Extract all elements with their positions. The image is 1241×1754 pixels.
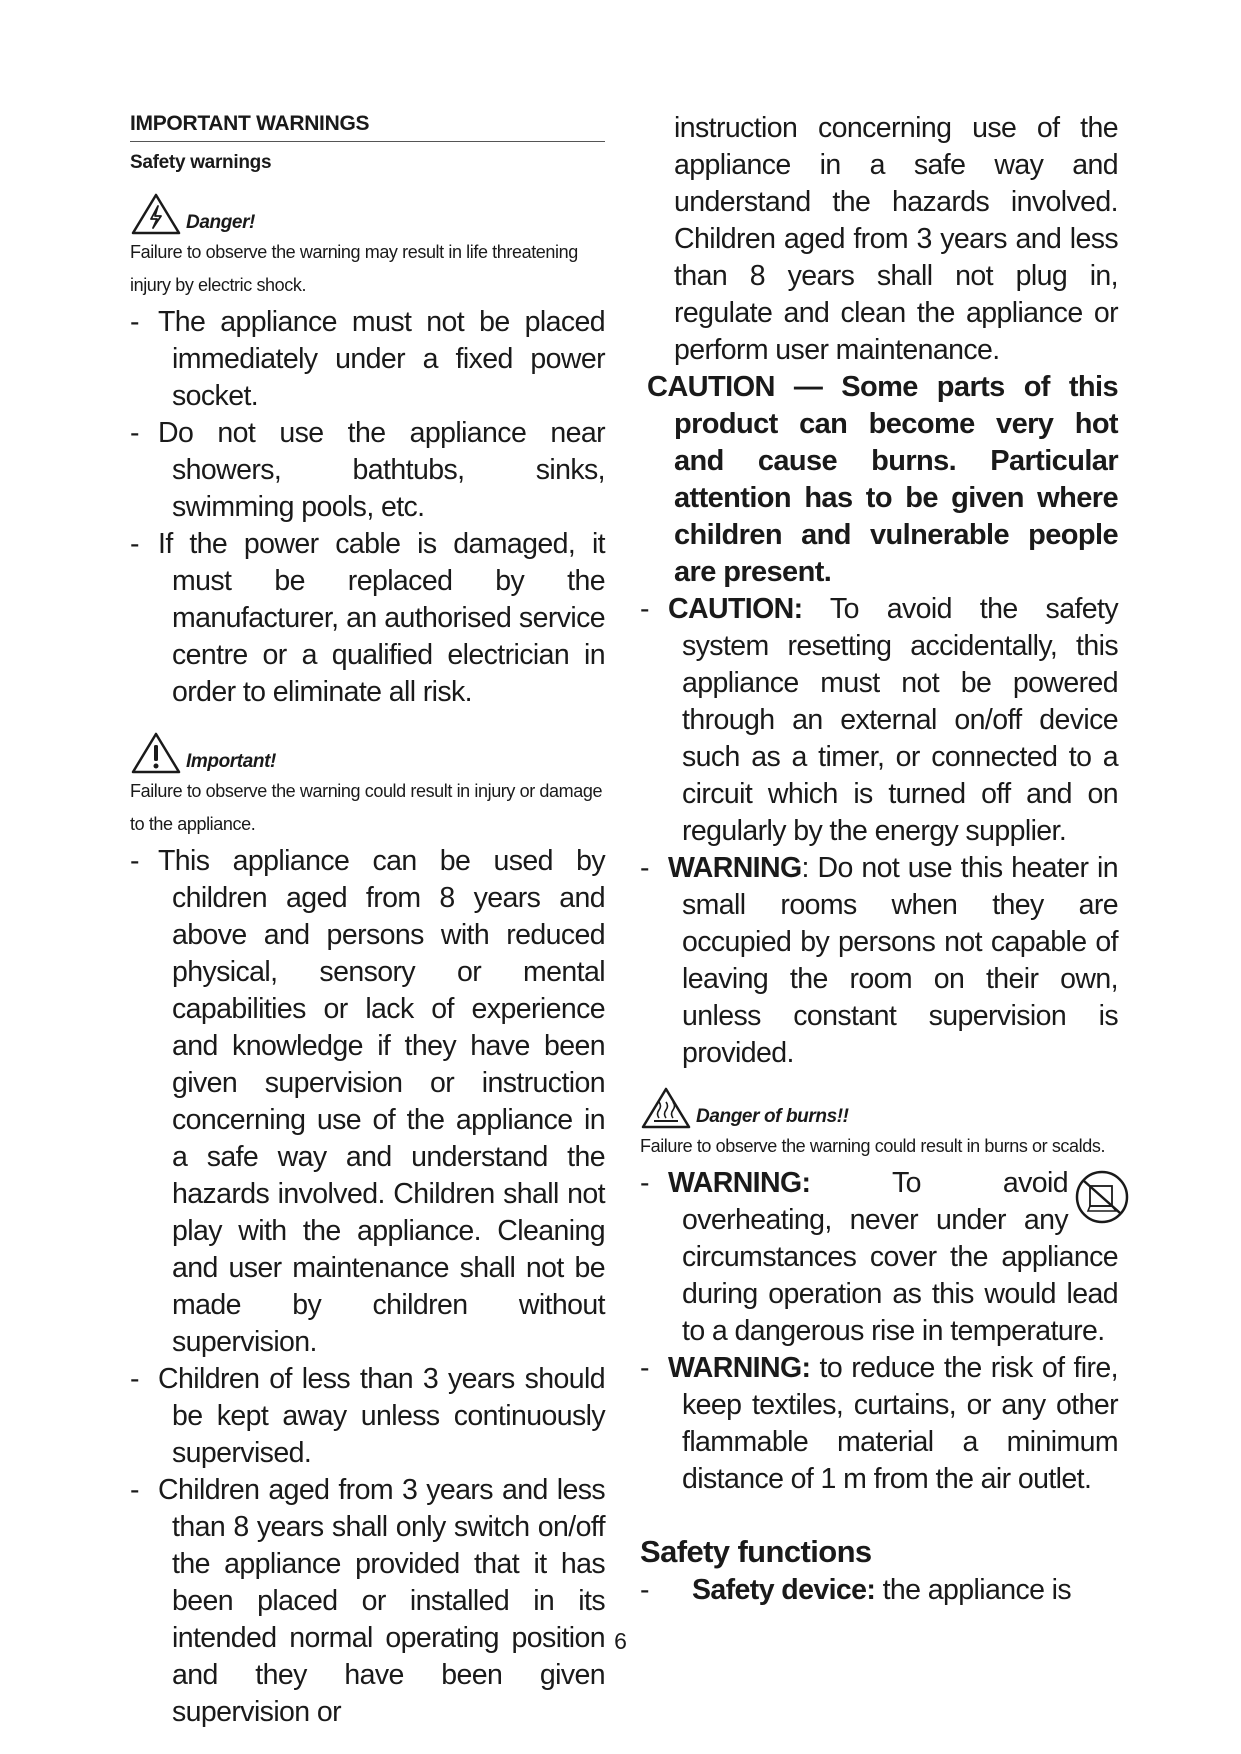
danger-label: Danger! — [186, 212, 255, 233]
burns-heading — [640, 1086, 1118, 1130]
burn-danger-icon — [640, 1086, 692, 1130]
list-item: - Do not use the appliance near showers, bathtubs, sinks, swimming pools, etc. — [130, 417, 605, 523]
burns-description: Failure to observe the warning could result in burns or scalds. — [640, 1136, 1106, 1156]
list-item: - Children aged from 3 years and less than 8 years shall only switch on/off the appliance provided that it has been placed or installed in its intended normal operating position and they have been given supervision or — [130, 1474, 605, 1728]
list-item: - WARNING: Do not use this heater in small rooms when they are occupied by persons not capable of leaving the room on their own, unless constant supervision is provided. — [640, 852, 1118, 1069]
list-item: - WARNING: to reduce the risk of fire, keep textiles, curtains, or any other flammable material a minimum distance of 1 m from the air outlet. — [640, 1352, 1118, 1495]
list-item: - The appliance must not be placed immediately under a fixed power socket. — [130, 306, 605, 412]
important-heading — [130, 731, 605, 775]
list-item: - Safety device: the appliance is — [640, 1574, 1072, 1606]
important-warning-icon — [130, 731, 182, 775]
left-column — [130, 112, 605, 1731]
danger-heading — [130, 192, 605, 236]
continuation-text: instruction concerning use of the appliance in a safe way and understand the hazards involved. Children aged from 3 years and less than 8 years shall not plug in, regulate and clean the appliance or perform user maintenance. — [674, 112, 1118, 366]
page-number: 6 — [614, 1628, 627, 1654]
list-item: - If the power cable is damaged, it must be replaced by the manufacturer, an authorised service centre or a qualified electrician in order to eliminate all risk. — [130, 528, 605, 708]
list-item: - Children of less than 3 years should be kept away unless continuously supervised. — [130, 1363, 605, 1469]
important-description: Failure to observe the warning could result in injury or damage to the appliance. — [130, 781, 603, 834]
burns-label: Danger of burns!! — [696, 1106, 849, 1127]
section-subtitle: Safety warnings — [130, 152, 272, 173]
list-item: - CAUTION: To avoid the safety system resetting accidentally, this appliance must not be powered through an external on/off device such as a timer, or connected to a circuit which is turned off and on regularly by the energy supplier. — [640, 593, 1118, 847]
list-item: - WARNING: To avoid overheating, never under any circumstances cover the appliance during operation as this would lead to a dangerous rise in temperature. — [640, 1165, 1118, 1350]
safety-functions-title: Safety functions — [640, 1534, 872, 1569]
electric-danger-icon — [130, 192, 182, 236]
page-title: IMPORTANT WARNINGS — [130, 112, 605, 142]
do-not-cover-icon — [1074, 1169, 1130, 1225]
list-item: - This appliance can be used by children aged from 8 years and above and persons with reduced physical, sensory or mental capabilities or lack of experience and knowledge if they have been given supervision or instruction concerning use of the appliance in a safe way and understand the hazards involved. Children shall not play with the appliance. Cleaning and user maintenance shall not be made by children without supervision. — [130, 845, 605, 1358]
caution-block: CAUTION — Some parts of this product can become very hot and cause burns. Particular attention has to be given where children and vulnerable people are present. — [647, 371, 1118, 588]
important-label: Important! — [186, 751, 276, 772]
right-column — [640, 110, 1118, 1609]
danger-description: Failure to observe the warning may result in life threatening injury by electric shock. — [130, 242, 578, 295]
